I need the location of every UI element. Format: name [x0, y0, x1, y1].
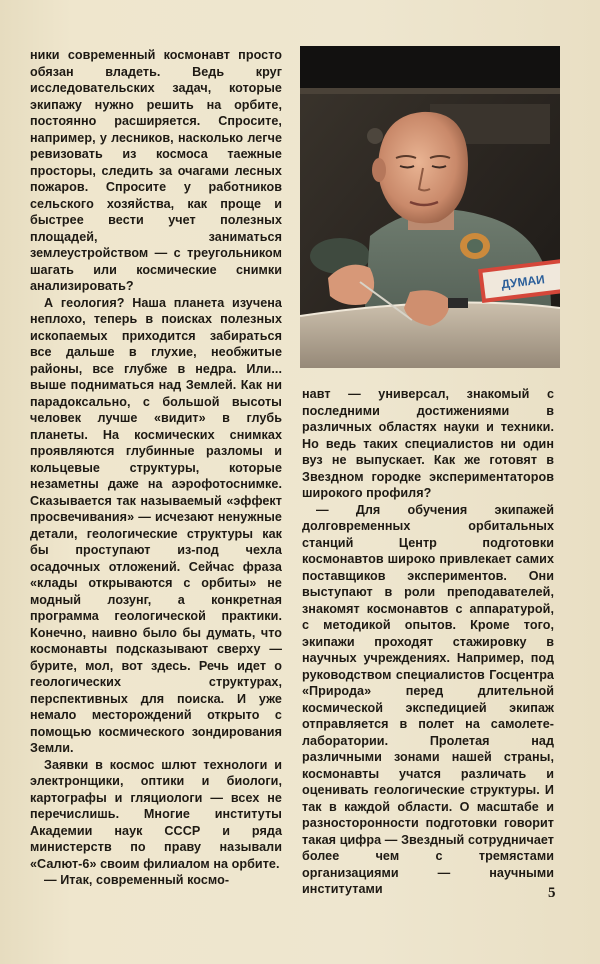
paragraph: — Итак, современный космо- [44, 873, 230, 887]
right-text-column [302, 386, 554, 898]
paragraph: ники современный космонавт просто обязан владеть. Ведь круг исследовательских задач, которые экипажу нужно решить на орбите, постоянно расширяется. Спросите, например, у лесников, насколько легче ревизовать из космоса таежные просторы, следить за очагами лесных пожаров. Спросите у работников сельского хозяйства, как проще и быстрее вести учет полезных площадей, заниматься землеустройством — с треугольником шагать или космические снимки анализировать? [30, 48, 282, 293]
paragraph: навт — универсал, знакомый с последними достижениями в различных областях науки и техники. Но ведь таких специалистов ни один вуз не выпускает. Как же готовят в Звездном городке экспериментаторов широкого профиля? [302, 387, 554, 500]
paragraph: — Для обучения экипажей долговременных орбитальных станций Центр подготовки космонавтов широко привлекает самих поставщиков экспериментов. Они выступают в роли преподавателей, знакомят космонавтов с аппаратурой, с методикой опытов. Кроме того, экипажи проходят стажировку в научных учреждениях. Например, под руководством специалистов Госцентра «Природа» перед длительной космической экспедицией экипаж отправляется в полет на самолете-лаборатории. Пролетая над различными зонами нашей страны, космонавты учатся различать и оценивать геологические структуры. И так в каждой области. О масштабе и разносторонности подготовки говорит такая цифра — Звездный сотрудничает более чем с тремястами организациями — научными институтами [302, 502, 554, 896]
cosmonaut-photo [300, 46, 560, 368]
left-text-column [30, 47, 282, 889]
paragraph: Заявки в космос шлют технологи и электронщики, оптики и биологи, картографы и гляциологи — всех не перечислишь. Многие институты Академии наук СССР и ряда министерств по праву называли «Салют-6» своим филиалом на орбите. [30, 757, 282, 871]
page-number: 5 [548, 885, 556, 901]
desk-sign-label: ДУМАИ [500, 272, 546, 292]
paragraph: А геология? Наша планета изучена неплохо, теперь в поисках полезных ископаемых приходится забираться все дальше в глухие, необжитые районы, все глубже в недра. Или... выше подниматься над Землей. Как ни парадоксально, с большой высоты человек лучше «видит» в глубь планеты. На космических снимках проявляются глубинные разломы и кольцевые структуры, которые незаметны даже на аэрофотоснимке. Сказывается так называемый «эффект просвечивания» — исчезают ненужные детали, геологические структуры как бы проступают из-под чехла осадочных отложений. Сейчас фраза «клады открываются с орбиты» не модный лозунг, а конкретная программа геологической практики. Конечно, наивно было бы думать, что космонавты подсказывают сверху — бурите, мол, вот здесь. Речь идет о геологических структурах, перспективных для поиска. И уже немало месторождений открыто с помощью космического зондирования Земли. [30, 295, 282, 755]
